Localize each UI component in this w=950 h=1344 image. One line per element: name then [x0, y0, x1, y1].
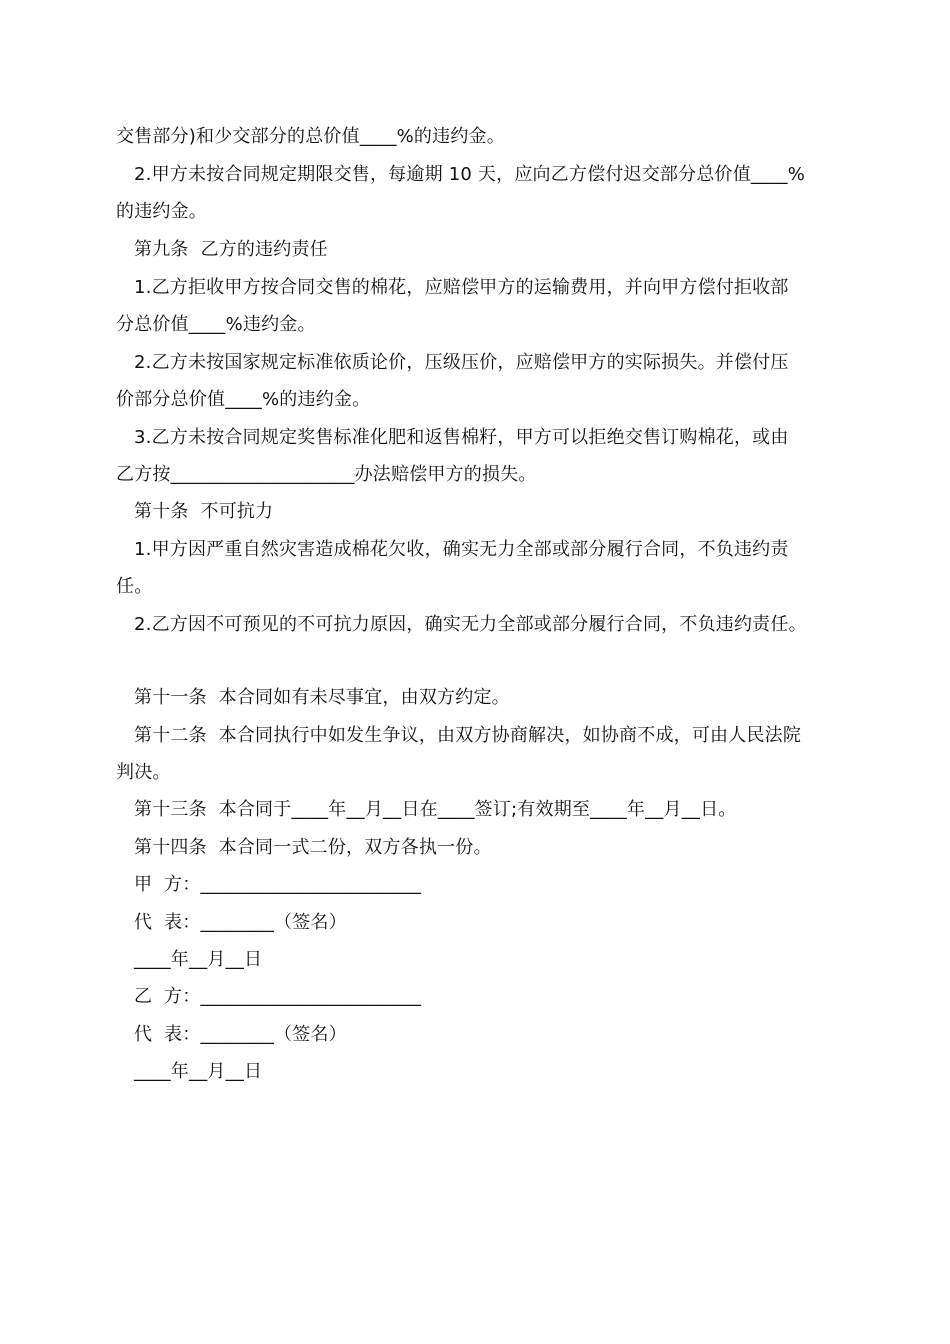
text-line: 任。: [116, 576, 153, 597]
section-heading: 第十条 不可抗力: [134, 501, 274, 522]
text-line: 判决。: [116, 762, 171, 783]
text-line: 分总价值____%违约金。: [116, 314, 316, 335]
text-line: 第十一条 本合同如有未尽事宜，由双方约定。: [134, 687, 510, 708]
signature-rep-b: 代 表：________（签名）: [134, 1024, 347, 1045]
text-line: 第十四条 本合同一式二份，双方各执一份。: [134, 837, 492, 858]
section-heading: 第九条 乙方的违约责任: [134, 239, 328, 260]
text-line: 交售部分)和少交部分的总价值____%的违约金。: [116, 126, 505, 147]
text-line: 第十二条 本合同执行中如发生争议，由双方协商解决，如协商不成，可由人民法院: [134, 725, 802, 746]
text-line: 2.乙方未按国家规定标准依质论价，压级压价，应赔偿甲方的实际损失。并偿付压: [134, 352, 789, 373]
text-line: 2.甲方未按合同规定期限交售，每逾期 10 天，应向乙方偿付迟交部分总价值____%: [134, 164, 806, 185]
signature-date-a: ____年__月__日: [134, 949, 263, 970]
signature-party-b: 乙 方：________________________: [134, 986, 422, 1007]
text-line: 第十三条 本合同于____年__月__日在____签订;有效期至____年__月__日。: [134, 799, 737, 820]
text-line: 3.乙方未按合同规定奖售标准化肥和返售棉籽，甲方可以拒绝交售订购棉花，或由: [134, 427, 789, 448]
signature-date-b: ____年__月__日: [134, 1061, 263, 1082]
text-line: 2.乙方因不可预见的不可抗力原因，确实无力全部或部分履行合同，不负违约责任。: [134, 614, 807, 635]
text-line: 价部分总价值____%的违约金。: [116, 389, 371, 410]
signature-rep-a: 代 表：________（签名）: [134, 912, 347, 933]
text-line: 1.乙方拒收甲方按合同交售的棉花，应赔偿甲方的运输费用，并向甲方偿付拒收部: [134, 277, 789, 298]
text-line: 乙方按____________________办法赔偿甲方的损失。: [116, 464, 537, 485]
signature-party-a: 甲 方：________________________: [134, 874, 422, 895]
text-line: 的违约金。: [116, 201, 207, 222]
text-line: 1.甲方因严重自然灾害造成棉花欠收，确实无力全部或部分履行合同，不负违约责: [134, 539, 789, 560]
